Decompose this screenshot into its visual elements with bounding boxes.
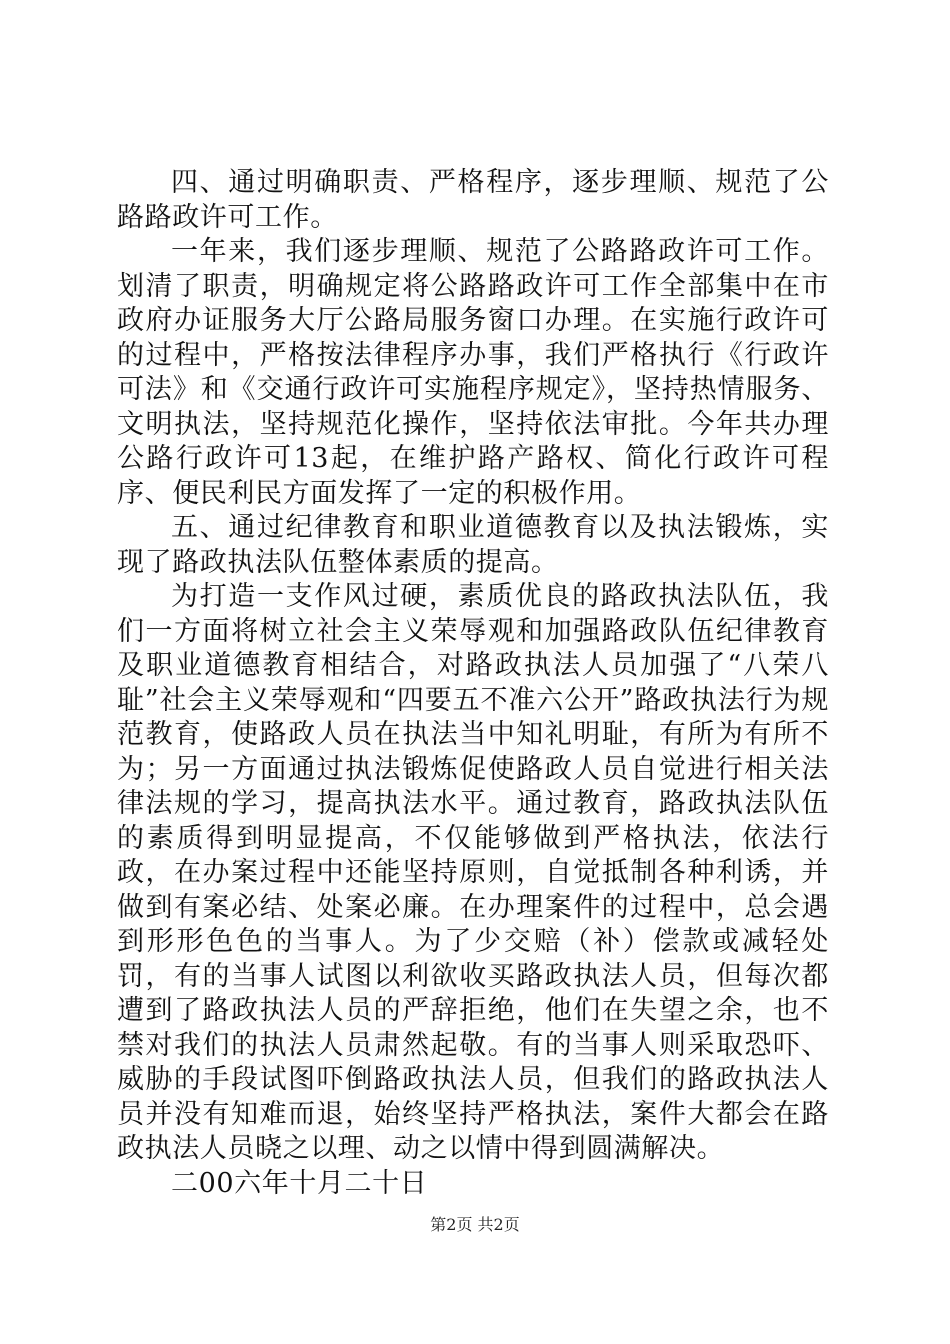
page-number-footer: 第2页 共2页: [430, 1215, 520, 1234]
section-four-heading: 四、通过明确职责、严格程序，逐步理顺、规范了公路路政许可工作。: [117, 167, 829, 233]
document-date: 二00六年十月二十日: [171, 1167, 428, 1199]
section-five-heading: 五、通过纪律教育和职业道德教育以及执法锻炼，实现了路政执法队伍整体素质的提高。: [117, 512, 829, 578]
section-five-body: 为打造一支作风过硬，素质优良的路政执法队伍，我们一方面将树立社会主义荣辱观和加强路政队伍纪律教育及职业道德教育相结合，对路政执法人员加强了“八荣八耻”社会主义荣辱观和“四要五不准六公开”路政执法行为规范教育，使路政人员在执法当中知礼明耻，有所为有所不为；另一方面通过执法锻炼促使路政人员自觉进行相关法律法规的学习，提高执法水平。通过教育，路政执法队伍的素质得到明显提高，不仅能够做到严格执法，依法行政，在办案过程中还能坚持原则，自觉抵制各种利诱，并做到有案必结、处案必廉。在办理案件的过程中，总会遇到形形色色的当事人。为了少交赔（补）偿款或减轻处罚，有的当事人试图以利欲收买路政执法人员，但每次都遭到了路政执法人员的严辞拒绝，他们在失望之余，也不禁对我们的执法人员肃然起敬。有的当事人则采取恐吓、威胁的手段试图吓倒路政执法人员，但我们的路政执法人员并没有知难而退，始终坚持严格执法，案件大都会在路政执法人员晓之以理、动之以情中得到圆满解决。: [117, 581, 829, 1164]
section-four-body: 一年来，我们逐步理顺、规范了公路路政许可工作。划清了职责，明确规定将公路路政许可工作全部集中在市政府办证服务大厅公路局服务窗口办理。在实施行政许可的过程中，严格按法律程序办事，我们严格执行《行政许可法》和《交通行政许可实施程序规定》，坚持热情服务、文明执法，坚持规范化操作，坚持依法审批。今年共办理公路行政许可13起，在维护路产路权、简化行政许可程序、便民利民方面发挥了一定的积极作用。: [117, 236, 829, 509]
document-body: [117, 166, 829, 1201]
